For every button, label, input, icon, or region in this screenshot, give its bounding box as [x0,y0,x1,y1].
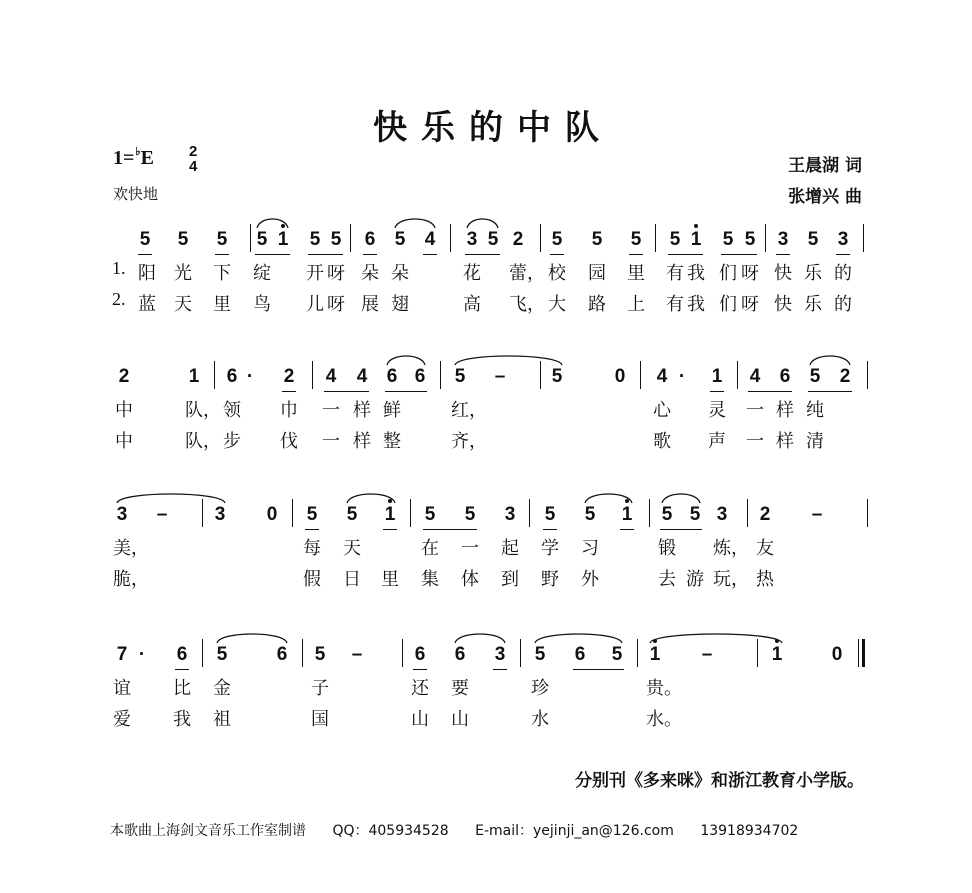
staff-row-4 [0,643,972,730]
footer-email: E-mail：yejinji_an@126.com [475,823,674,839]
lyric-syllable: 样 [353,400,371,421]
underline-beam [620,529,634,530]
lyric-syllable: 锻 [658,538,676,559]
note-digit: 5 [584,504,596,525]
note-digit: 2 [839,366,851,387]
lyric-syllable: 山 [411,709,429,730]
lyric-syllable: 校 [548,263,566,284]
note-digit: 6 [176,644,188,665]
slur [387,356,425,365]
lyric-syllable: 起 [501,538,519,559]
staff-row-3 [0,503,972,590]
lyric-syllable: 高 [463,294,481,315]
lyric-syllable: 整 [383,431,401,452]
note-digit: 5 [807,229,819,250]
lyric-syllable: 下 [213,263,231,284]
slur [650,634,782,643]
note-digit: 4 [325,366,337,387]
underline-beam [413,669,427,670]
lyric-syllable: 红， [451,400,487,421]
lyric-syllable: 们 [719,263,737,284]
note-digit: 5 [669,229,681,250]
underline-beam [550,254,564,255]
lyric-syllable: 游 [686,569,704,590]
note-digit: 5 [394,229,406,250]
slur [455,356,562,365]
note-digit: 3 [716,504,728,525]
note-digit: 1 [384,504,396,525]
lyric-syllable: 中 [115,431,133,452]
note-digit: 5 [177,229,189,250]
note-digit: 5 [487,229,499,250]
underline-beam [138,254,152,255]
slur [585,494,632,503]
note-digit: 3 [837,229,849,250]
note-digit: 5 [551,366,563,387]
lyric-syllable: 清 [806,431,824,452]
lyric-syllable: 声 [708,431,726,452]
note-digit: 5 [661,504,673,525]
lyric-syllable: 飞， [509,294,545,315]
lyric-syllable: 队， [185,400,221,421]
underline-beam [255,254,290,255]
lyric-syllable: 的 [834,294,852,315]
note-digit: 0 [266,504,278,525]
note-digit: 5 [216,644,228,665]
lyric-syllable: 在 [421,538,439,559]
lyric-syllable: 展 [361,294,379,315]
note-digit: 1 [621,504,633,525]
note-digit: 5 [544,504,556,525]
lyric-syllable: 学 [541,538,559,559]
slurs [0,214,972,234]
note-digit: 1 [649,644,661,665]
underline-beam [385,391,427,392]
lyric-syllable: 领 [223,400,241,421]
underline-beam [282,391,296,392]
lyric-syllable: 纯 [806,400,824,421]
note-digit: 3 [777,229,789,250]
lyric-syllable: 朵 [361,263,379,284]
lyric-syllable: 我 [173,709,191,730]
lyric-syllable: 炼， [713,538,749,559]
lyric-syllable: 快 [774,263,792,284]
lyric-syllable: 乐 [804,294,822,315]
lyric-syllable: 呀 [327,263,345,284]
note-digit: 1 [711,366,723,387]
lyric-syllable: 一 [746,400,764,421]
lyric-syllable: 美， [113,538,149,559]
lyric-syllable: 步 [223,431,241,452]
note-digit: 4 [656,366,668,387]
note-digit: 5 [309,229,321,250]
underline-beam [776,254,790,255]
lyric-syllable: 野 [541,569,559,590]
lyric-syllable: 一 [322,400,340,421]
note-digit: 1 [277,229,289,250]
lyric-syllable: 要 [451,678,469,699]
lyric-syllable: 珍 [531,678,549,699]
lyric-syllable: 鲜 [383,400,401,421]
staff-row-1 [0,228,972,315]
lyric-syllable: 呀 [327,294,345,315]
slurs [0,489,972,509]
note-digit: 4 [356,366,368,387]
lyric-syllable: 子 [311,678,329,699]
note-digit: 6 [574,644,586,665]
footer [110,820,820,840]
note-digit: 3 [466,229,478,250]
note-digit: 2 [512,229,524,250]
note-digit: 2 [759,504,771,525]
lyric-syllable: 翅 [391,294,409,315]
underline-beam [629,254,643,255]
note-digit: · [246,366,254,387]
note-digit: 6 [779,366,791,387]
lyric-syllable: 一 [746,431,764,452]
lyric-syllable: 金 [213,678,231,699]
lyric-syllable: 去 [658,569,676,590]
underline-beam [808,391,852,392]
lyric-syllable: 样 [776,400,794,421]
tempo-marking: 欢快地 [113,185,159,203]
verse-number: 1. [112,258,126,278]
lyric-syllable: 假 [303,569,321,590]
note-digit: 5 [809,366,821,387]
lyric-syllable: 花 [463,263,481,284]
slurs [0,629,972,649]
lyric-syllable: 外 [581,569,599,590]
verse-number: 2. [112,289,126,309]
underline-beam [668,254,703,255]
lyric-syllable: 齐， [451,431,487,452]
note-digit: 5 [464,504,476,525]
key-prefix: 1= [113,147,135,169]
note-digit: 5 [330,229,342,250]
underline-beam [175,669,189,670]
lyric-syllable: 里 [213,294,231,315]
note-digit: 5 [722,229,734,250]
lyric-syllable: 祖 [213,709,231,730]
note-digit: 5 [689,504,701,525]
slur [662,494,700,503]
footer-qq: QQ：405934528 [332,823,449,839]
underline-beam [465,254,500,255]
underline-beam [423,529,477,530]
lyric-syllable: 有 [666,294,684,315]
lyric-syllable: 蓝 [138,294,156,315]
lyric-syllable: 还 [411,678,429,699]
underline-beam [215,254,229,255]
note-digit: – [494,366,506,387]
lyric-syllable: 脆， [113,569,149,590]
underline-beam [710,391,724,392]
note-digit: 5 [346,504,358,525]
key-note: E [140,147,154,169]
lyric-syllable: 山 [451,709,469,730]
note-digit: – [351,644,363,665]
lyric-syllable: 的 [834,263,852,284]
lyric-syllable: 巾 [280,400,298,421]
lyric-syllable: 大 [548,294,566,315]
song-title: 快乐的中队 [373,108,613,148]
meter-top: 2 [189,143,198,160]
flat-sign: ♭ [135,146,141,158]
lyric-syllable: 友 [756,538,774,559]
note-digit: 5 [454,366,466,387]
lyric-syllable: 我 [687,294,705,315]
lyric-syllable: 鸟 [253,294,271,315]
slur [810,356,850,365]
meter-bottom: 4 [189,158,198,175]
note-digit: 6 [454,644,466,665]
note-digit: 5 [551,229,563,250]
lyric-syllable: 样 [776,431,794,452]
lyric-syllable: 到 [501,569,519,590]
note-digit: – [701,644,713,665]
lyric-syllable: 天 [343,538,361,559]
note-digit: 5 [534,644,546,665]
note-digit: 5 [591,229,603,250]
underline-beam [748,391,792,392]
note-digit: 6 [276,644,288,665]
lyric-syllable: 路 [588,294,606,315]
note-digit: 1 [188,366,200,387]
lyric-syllable: 贵。 [646,678,682,699]
lyric-syllable: 呀 [741,263,759,284]
time-signature [189,144,197,174]
lyric-syllable: 国 [311,709,329,730]
lyric-syllable: 体 [461,569,479,590]
note-digit: 2 [118,366,130,387]
underline-beam [493,669,507,670]
note-digit: – [156,504,168,525]
lyric-syllable: 队， [185,431,221,452]
lyric-syllable: 习 [581,538,599,559]
footer-studio: 本歌曲上海剑文音乐工作室制谱 [110,823,306,839]
lyric-syllable: 天 [174,294,192,315]
lyric-syllable: 里 [627,263,645,284]
publication-note: 分别刊《多来咪》和浙江教育小学版。 [575,771,864,791]
note-digit: 3 [504,504,516,525]
lyric-syllable: 里 [381,569,399,590]
lyric-syllable: 玩， [713,569,749,590]
key-signature [113,147,154,170]
lyric-syllable: 阳 [138,263,156,284]
lyric-syllable: 有 [666,263,684,284]
note-digit: 4 [749,366,761,387]
lyric-syllable: 们 [719,294,737,315]
composer-credit: 张增兴 曲 [788,187,862,207]
underline-beam [324,391,369,392]
note-digit: 6 [364,229,376,250]
lyric-syllable: 心 [653,400,671,421]
note-digit: 6 [226,366,238,387]
slur [117,494,225,503]
slur [535,634,622,643]
lyric-syllable: 快 [774,294,792,315]
note-digit: 6 [414,644,426,665]
slur [217,634,287,643]
lyric-syllable: 儿 [306,294,324,315]
lyric-syllable: 光 [174,263,192,284]
note-digit: 4 [424,229,436,250]
note-digit: 1 [771,644,783,665]
note-digit: 5 [630,229,642,250]
lyric-syllable: 一 [322,431,340,452]
underline-beam [721,254,757,255]
underline-beam [423,254,437,255]
slur [455,634,505,643]
note-digit: 5 [139,229,151,250]
lyric-syllable: 热 [756,569,774,590]
lyric-syllable: 呀 [741,294,759,315]
staff-row-2 [0,365,972,452]
note-digit: 1 [690,229,702,250]
note-digit: 5 [216,229,228,250]
note-digit: 5 [256,229,268,250]
note-digit: · [678,366,686,387]
note-digit: 2 [283,366,295,387]
underline-beam [383,529,397,530]
lyric-syllable: 乐 [804,263,822,284]
lyric-syllable: 水。 [646,709,682,730]
slur [257,219,288,228]
note-digit: 5 [306,504,318,525]
lyric-syllable: 样 [353,431,371,452]
lyric-syllable: 谊 [113,678,131,699]
lyricist-credit: 王晨湖 词 [788,156,862,176]
lyric-syllable: 集 [421,569,439,590]
note-digit: 7 [116,644,128,665]
slur [347,494,395,503]
lyric-syllable: 上 [627,294,645,315]
underline-beam [836,254,850,255]
note-digit: 3 [116,504,128,525]
lyric-syllable: 水 [531,709,549,730]
lyric-syllable: 朵 [391,263,409,284]
lyric-syllable: 园 [588,263,606,284]
lyric-syllable: 灵 [708,400,726,421]
underline-beam [305,529,319,530]
underline-beam [308,254,343,255]
lyric-syllable: 爱 [113,709,131,730]
slurs [0,351,972,371]
note-digit: 3 [214,504,226,525]
note-digit: 6 [386,366,398,387]
slur [467,219,498,228]
note-digit: 5 [611,644,623,665]
underline-beam [573,669,624,670]
lyric-syllable: 每 [303,538,321,559]
lyric-syllable: 日 [343,569,361,590]
underline-beam [543,529,557,530]
underline-beam [363,254,377,255]
note-digit: 5 [314,644,326,665]
note-digit: 5 [744,229,756,250]
lyric-syllable: 一 [461,538,479,559]
slur [395,219,435,228]
note-digit: 0 [831,644,843,665]
lyric-syllable: 比 [173,678,191,699]
lyric-syllable: 歌 [653,431,671,452]
lyric-syllable: 绽 [253,263,271,284]
lyric-syllable: 开 [306,263,324,284]
lyric-syllable: 蕾， [509,263,545,284]
note-digit: 6 [414,366,426,387]
lyric-syllable: 中 [115,400,133,421]
lyric-syllable: 伐 [280,431,298,452]
note-digit: 3 [494,644,506,665]
lyric-syllable: 我 [687,263,705,284]
note-digit: 0 [614,366,626,387]
note-digit: · [138,644,146,665]
note-digit: – [811,504,823,525]
note-digit: 5 [424,504,436,525]
footer-phone: 13918934702 [700,823,799,839]
underline-beam [660,529,702,530]
